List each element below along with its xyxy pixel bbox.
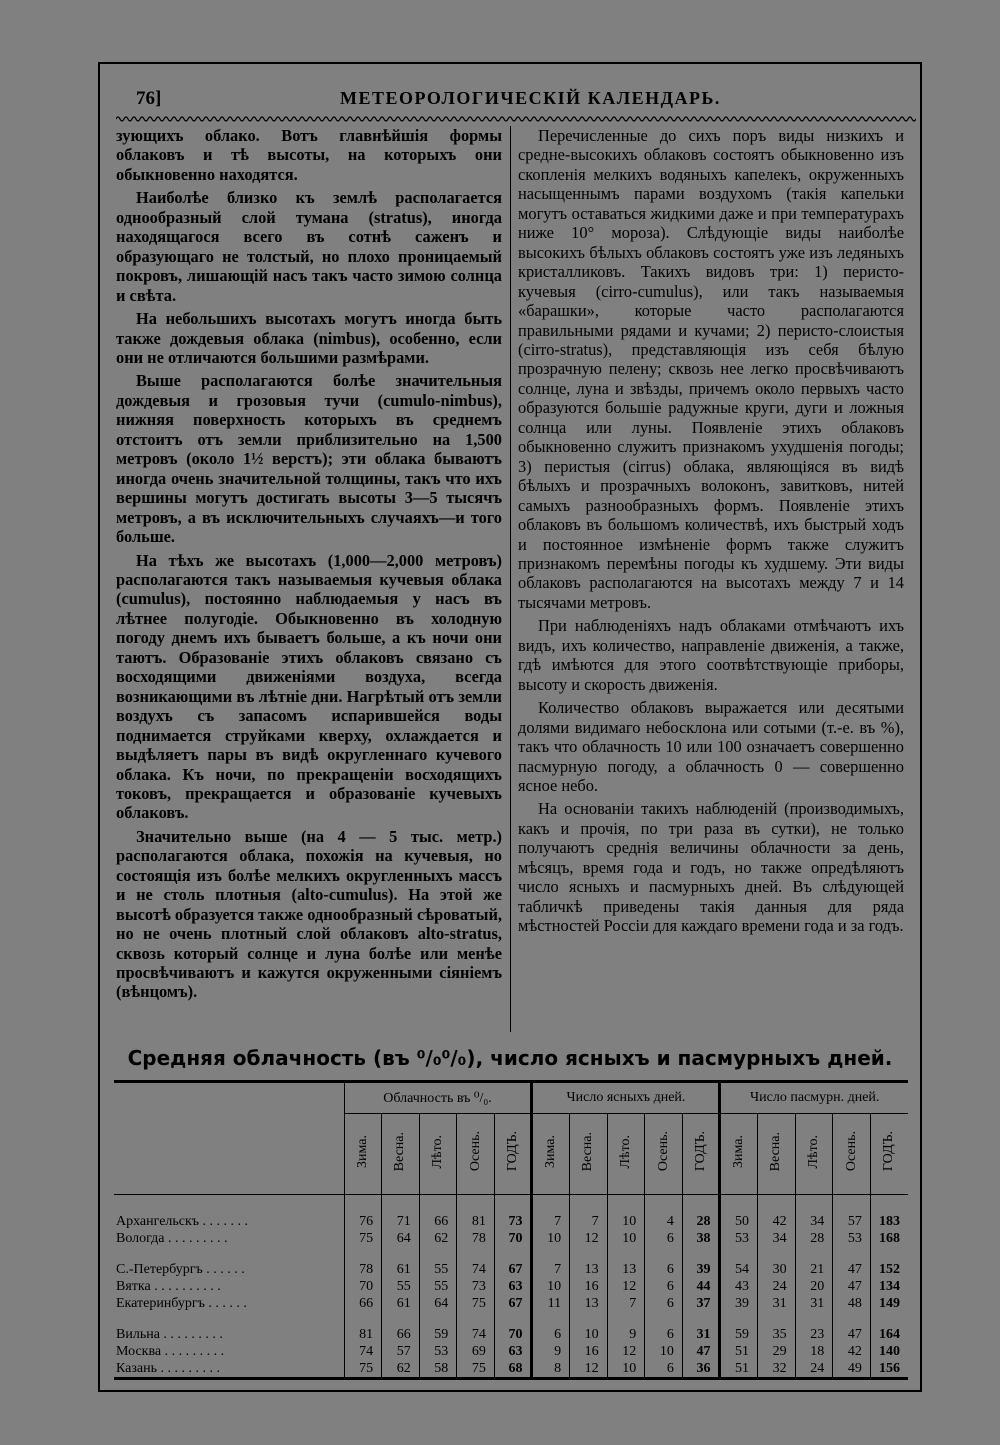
season-header: Лѣто. <box>419 1114 457 1195</box>
table-cell: 20 <box>795 1278 833 1295</box>
table-cell: 23 <box>795 1326 833 1343</box>
table-cell: 168 <box>870 1230 908 1247</box>
table-cell: 51 <box>720 1343 758 1360</box>
table-cell: 42 <box>758 1213 796 1230</box>
table-cell: 59 <box>419 1326 457 1343</box>
table-cell: 73 <box>494 1213 532 1230</box>
table-cell: 7 <box>532 1213 570 1230</box>
paragraph: На небольшихъ высотахъ могутъ иногда быть также дождевыя облака (nimbus), особенно, если они не отличаются большими размѣрами. <box>116 309 502 367</box>
group-header-overcast-days: Число пасмурн. дней. <box>720 1082 908 1114</box>
city-name: Вологда . . . . . . . . . <box>116 1230 228 1246</box>
city-name: Архангельскъ . . . . . . . <box>116 1213 249 1229</box>
table-cell: 63 <box>494 1343 532 1360</box>
table-cell: 39 <box>682 1261 720 1278</box>
table-cell: 69 <box>457 1343 495 1360</box>
table-cell: 16 <box>570 1343 608 1360</box>
table-cell: 9 <box>532 1343 570 1360</box>
table-row <box>114 1261 908 1278</box>
season-header: Лѣто. <box>795 1114 833 1195</box>
season-header: Лѣто. <box>607 1114 645 1195</box>
table-cell: 10 <box>570 1326 608 1343</box>
table-cell: 32 <box>758 1360 796 1379</box>
season-header: ГОДЪ. <box>494 1114 532 1195</box>
table-cell: 6 <box>645 1326 683 1343</box>
table-cell: 81 <box>457 1213 495 1230</box>
table-cell: 42 <box>833 1343 871 1360</box>
table-cell: 47 <box>833 1261 871 1278</box>
paragraph: Наиболѣе близко къ землѣ располагается однообразный слой тумана (stratus), иногда находящагося всего въ сотнѣ саженъ и образующаго не толстый, но плохо проницаемый покровъ, лишающій насъ такъ часто зимою солнца и свѣта. <box>116 188 502 305</box>
column-divider <box>510 126 511 1032</box>
table-cell: 48 <box>833 1295 871 1312</box>
table-cell: 55 <box>382 1278 420 1295</box>
season-header: Весна. <box>758 1114 796 1195</box>
table-cell: 36 <box>682 1360 720 1379</box>
table-cell: 67 <box>494 1295 532 1312</box>
table-cell: 34 <box>758 1230 796 1247</box>
table-cell: 74 <box>457 1326 495 1343</box>
city-name: Москва . . . . . . . . . <box>116 1343 225 1359</box>
table-cell: 10 <box>532 1230 570 1247</box>
table-cell: 75 <box>457 1360 495 1379</box>
season-header: Осень. <box>457 1114 495 1195</box>
table-cell: 59 <box>720 1326 758 1343</box>
table-cell: 76 <box>344 1213 382 1230</box>
table-cell: 6 <box>532 1326 570 1343</box>
group-header-cloudiness: Облачность въ ⁰/₀. <box>344 1082 532 1114</box>
table-cell: 9 <box>607 1326 645 1343</box>
table-cell: 58 <box>419 1360 457 1379</box>
running-title: МЕТЕОРОЛОГИЧЕСКІЙ КАЛЕНДАРЬ. <box>340 88 721 108</box>
table-cell: 7 <box>570 1213 608 1230</box>
table-cell: 49 <box>833 1360 871 1379</box>
table-cell: 57 <box>833 1213 871 1230</box>
table-cell: 31 <box>795 1295 833 1312</box>
table-cell: 55 <box>419 1261 457 1278</box>
table-cell: 149 <box>870 1295 908 1312</box>
table-cell: 78 <box>344 1261 382 1278</box>
right-text-column <box>518 126 904 940</box>
table-cell: 47 <box>833 1326 871 1343</box>
table-cell: 152 <box>870 1261 908 1278</box>
table-cell: 7 <box>607 1295 645 1312</box>
table-group-header-row <box>114 1082 908 1114</box>
table-cell: 29 <box>758 1343 796 1360</box>
table-cell: 6 <box>645 1261 683 1278</box>
table-cell: 50 <box>720 1213 758 1230</box>
table-cell: 164 <box>870 1326 908 1343</box>
table-cell: 31 <box>682 1326 720 1343</box>
table-cell: 134 <box>870 1278 908 1295</box>
table-cell: 140 <box>870 1343 908 1360</box>
season-header: Весна. <box>382 1114 420 1195</box>
table-cell: 13 <box>607 1261 645 1278</box>
table-cell: 81 <box>344 1326 382 1343</box>
season-header: Зима. <box>532 1114 570 1195</box>
table-cell: 73 <box>457 1278 495 1295</box>
table-title: Средняя облачность (въ ⁰/₀⁰/₀), число ясныхъ и пасмурныхъ дней. <box>127 1046 893 1070</box>
table-cell: 70 <box>344 1278 382 1295</box>
table-cell: 66 <box>382 1326 420 1343</box>
city-name: С.-Петербургъ . . . . . . <box>116 1261 245 1277</box>
table-cell: 12 <box>607 1343 645 1360</box>
page-number: 76] <box>136 88 162 109</box>
table-cell: 43 <box>720 1278 758 1295</box>
table-cell: 10 <box>645 1343 683 1360</box>
table-cell: 70 <box>494 1326 532 1343</box>
table-row <box>114 1295 908 1312</box>
city-name: Вильна . . . . . . . . . <box>116 1326 223 1342</box>
city-name: Казань . . . . . . . . . <box>114 1360 344 1379</box>
season-header: Зима. <box>720 1114 758 1195</box>
city-name: Вятка . . . . . . . . . . <box>116 1278 221 1294</box>
table-cell: 6 <box>645 1295 683 1312</box>
group-header-clear-days: Число ясныхъ дней. <box>532 1082 720 1114</box>
table-cell: 71 <box>382 1213 420 1230</box>
table-cell: 38 <box>682 1230 720 1247</box>
paragraph: Выше располагаются болѣе значительныя дождевыя и грозовыя тучи (cumulo-nimbus), нижняя поверхность которыхъ въ среднемъ отстоитъ отъ земли приблизительно на 1,500 метровъ (около 1½ верстъ); эти облака бываютъ иногда очень значительной толщины, такъ что ихъ вершины могутъ достигать высоты 3—5 тысячъ метровъ, а въ исключительныхъ случаяхъ—и того больше. <box>116 371 502 547</box>
cloudiness-table <box>114 1080 908 1380</box>
season-header: Осень. <box>645 1114 683 1195</box>
table-cell: 35 <box>758 1326 796 1343</box>
paragraph: Значительно выше (на 4 — 5 тыс. метр.) располагаются облака, похожія на кучевыя, но состоящія изъ болѣе мелкихъ округленныхъ массъ и не столь плотныя (alto-cumulus). На этой же высотѣ образуется также однообразный сѣроватый, но не очень плотный слой облаковъ alto-stratus, сквозь который солнце и луна болѣе или менѣе просвѣчиваютъ и кажутся окруженными сіяніемъ (вѣнцомъ). <box>116 826 502 1002</box>
table-cell: 61 <box>382 1261 420 1278</box>
page-frame-bottom <box>98 1384 922 1392</box>
table-row <box>114 1213 908 1230</box>
table-cell: 53 <box>419 1343 457 1360</box>
table-cell: 66 <box>344 1295 382 1312</box>
season-header: Весна. <box>570 1114 608 1195</box>
table-cell: 61 <box>382 1295 420 1312</box>
table-row <box>114 1230 908 1247</box>
table-cell: 51 <box>720 1360 758 1379</box>
table-cell: 28 <box>682 1213 720 1230</box>
table-cell: 47 <box>833 1278 871 1295</box>
table-cell: 156 <box>870 1360 908 1379</box>
table-cell: 37 <box>682 1295 720 1312</box>
paragraph: На тѣхъ же высотахъ (1,000—2,000 метровъ) располагаются такъ называемыя кучевыя облака (cumulus), постоянно наблюдаемыя у насъ въ лѣтнее полугодіе. Обыкновенно въ холодную погоду днемъ ихъ бываетъ больше, а къ ночи они таютъ. Образованіе этихъ облаковъ связано съ восходящими движеніями воздуха, всегда возникающими въ лѣтніе дни. Нагрѣтый отъ земли воздухъ съ запасомъ испарившейся воды поднимается струйками кверху, охлаждается и выдѣляетъ пары въ видѣ округленнаго кучевого облака. Къ ночи, по прекращеніи восходящихъ токовъ, прекращается и образованіе кучевыхъ облаковъ. <box>116 550 502 823</box>
left-text-column <box>116 126 502 1006</box>
table-cell: 31 <box>758 1295 796 1312</box>
table-cell: 13 <box>570 1295 608 1312</box>
table-cell: 28 <box>795 1230 833 1247</box>
table-cell: 53 <box>720 1230 758 1247</box>
paragraph: зующихъ облако. Вотъ главнѣйшія формы облаковъ и тѣ высоты, на которыхъ они обыкновенно находятся. <box>116 126 502 184</box>
table-row <box>114 1326 908 1343</box>
city-name: Екатеринбургъ . . . . . . <box>116 1295 247 1311</box>
table-body <box>114 1195 908 1379</box>
paragraph: При наблюденіяхъ надъ облаками отмѣчаютъ ихъ видъ, ихъ количество, направленіе движенія, а также, гдѣ имѣются для этого соотвѣтствующіе приборы, высоту и скорость движенія. <box>518 616 904 694</box>
table-cell: 6 <box>645 1230 683 1247</box>
table-cell: 11 <box>532 1295 570 1312</box>
table-cell: 75 <box>344 1360 382 1379</box>
table-cell: 7 <box>532 1261 570 1278</box>
table-cell: 70 <box>494 1230 532 1247</box>
table-cell: 74 <box>344 1343 382 1360</box>
season-header: Зима. <box>344 1114 382 1195</box>
table-cell: 75 <box>344 1230 382 1247</box>
table-season-header-row <box>114 1114 908 1195</box>
table-cell: 6 <box>645 1360 683 1379</box>
table-cell: 24 <box>795 1360 833 1379</box>
paragraph: На основаніи такихъ наблюденій (производимыхъ, какъ и прочія, по три раза въ сутки), не только получаютъ среднія величины облачности за день, мѣсяцъ, время года и годъ, но также опредѣляютъ число ясныхъ и пасмурныхъ дней. Въ слѣдующей табличкѣ приведены такія данныя для ряда мѣстностей Россіи для каждаго времени года и за годъ. <box>518 799 904 936</box>
table-cell: 12 <box>607 1278 645 1295</box>
table-cell: 21 <box>795 1261 833 1278</box>
table-cell: 16 <box>570 1278 608 1295</box>
table-cell: 75 <box>457 1295 495 1312</box>
table-row <box>114 1360 908 1379</box>
table-cell: 44 <box>682 1278 720 1295</box>
table-cell: 10 <box>532 1278 570 1295</box>
table-cell: 66 <box>419 1213 457 1230</box>
table-cell: 12 <box>570 1230 608 1247</box>
table-cell: 30 <box>758 1261 796 1278</box>
table-cell: 64 <box>419 1295 457 1312</box>
paragraph: Перечисленные до сихъ поръ виды низкихъ и средне-высокихъ облаковъ состоятъ обыкновенно изъ скопленія мелкихъ водяныхъ капелекъ, окруженныхъ насыщеннымъ парами воздухомъ (такія капельки могутъ оставаться жидкими даже и при температурахъ ниже 10° мороза). Слѣдующіе виды наиболѣе высокихъ бѣлыхъ облаковъ состоятъ уже изъ ледяныхъ кристалликовъ. Такихъ видовъ три: 1) перисто-кучевыя (cirro-cumulus), или такъ называемыя «барашки», которые часто располагаются правильными рядами и кучами; 2) перисто-слоистыя (cirro-stratus), представляющія изъ себя бѣлую прозрачную пелену; сквозь нее легко просвѣчиваютъ солнце, луна и звѣзды, причемъ около первыхъ часто образуются большіе радужные круги, дуги и ложныя солнца или луны. Появленіе этихъ облаковъ обыкновенно служитъ признакомъ ухудшенія погоды; 3) перистыя (cirrus) облака, являющіяся въ видѣ бѣлыхъ и прозрачныхъ волоконъ, завитковъ, нитей самыхъ разнообразныхъ формъ. Появленіе этихъ облаковъ въ большомъ количествѣ, ихъ быстрый ходъ и постоянное измѣненіе формъ также служитъ признакомъ перемѣны погоды къ худшему. Эти виды облаковъ располагаются на высотахъ между 7 и 14 тысячами метровъ. <box>518 126 904 612</box>
table-cell: 68 <box>494 1360 532 1379</box>
table-row <box>114 1343 908 1360</box>
table-row <box>114 1278 908 1295</box>
table-cell: 67 <box>494 1261 532 1278</box>
table-cell: 10 <box>607 1230 645 1247</box>
table-cell: 74 <box>457 1261 495 1278</box>
table-cell: 6 <box>645 1278 683 1295</box>
page-header <box>110 82 910 112</box>
table-cell: 62 <box>382 1360 420 1379</box>
table-cell: 47 <box>682 1343 720 1360</box>
table-cell: 34 <box>795 1213 833 1230</box>
decorative-wave-rule <box>116 114 916 124</box>
table-cell: 63 <box>494 1278 532 1295</box>
table-cell: 62 <box>419 1230 457 1247</box>
table-cell: 10 <box>607 1213 645 1230</box>
season-header: ГОДЪ. <box>870 1114 908 1195</box>
table-cell: 78 <box>457 1230 495 1247</box>
table-cell: 8 <box>532 1360 570 1379</box>
table-cell: 18 <box>795 1343 833 1360</box>
table-cell: 12 <box>570 1360 608 1379</box>
paragraph: Количество облаковъ выражается или десятыми долями видимаго небосклона или сотыми (т.-е. въ %), такъ что облачность 10 или 100 означаетъ совершенно пасмурную погоду, а облачность 0 — совершенно ясное небо. <box>518 698 904 795</box>
table-cell: 57 <box>382 1343 420 1360</box>
table-cell: 24 <box>758 1278 796 1295</box>
season-header: Осень. <box>833 1114 871 1195</box>
table-cell: 13 <box>570 1261 608 1278</box>
table-cell: 55 <box>419 1278 457 1295</box>
table-cell: 4 <box>645 1213 683 1230</box>
table-cell: 53 <box>833 1230 871 1247</box>
table-cell: 39 <box>720 1295 758 1312</box>
table-cell: 54 <box>720 1261 758 1278</box>
table-cell: 10 <box>607 1360 645 1379</box>
table-cell: 183 <box>870 1213 908 1230</box>
season-header: ГОДЪ. <box>682 1114 720 1195</box>
table-cell: 64 <box>382 1230 420 1247</box>
